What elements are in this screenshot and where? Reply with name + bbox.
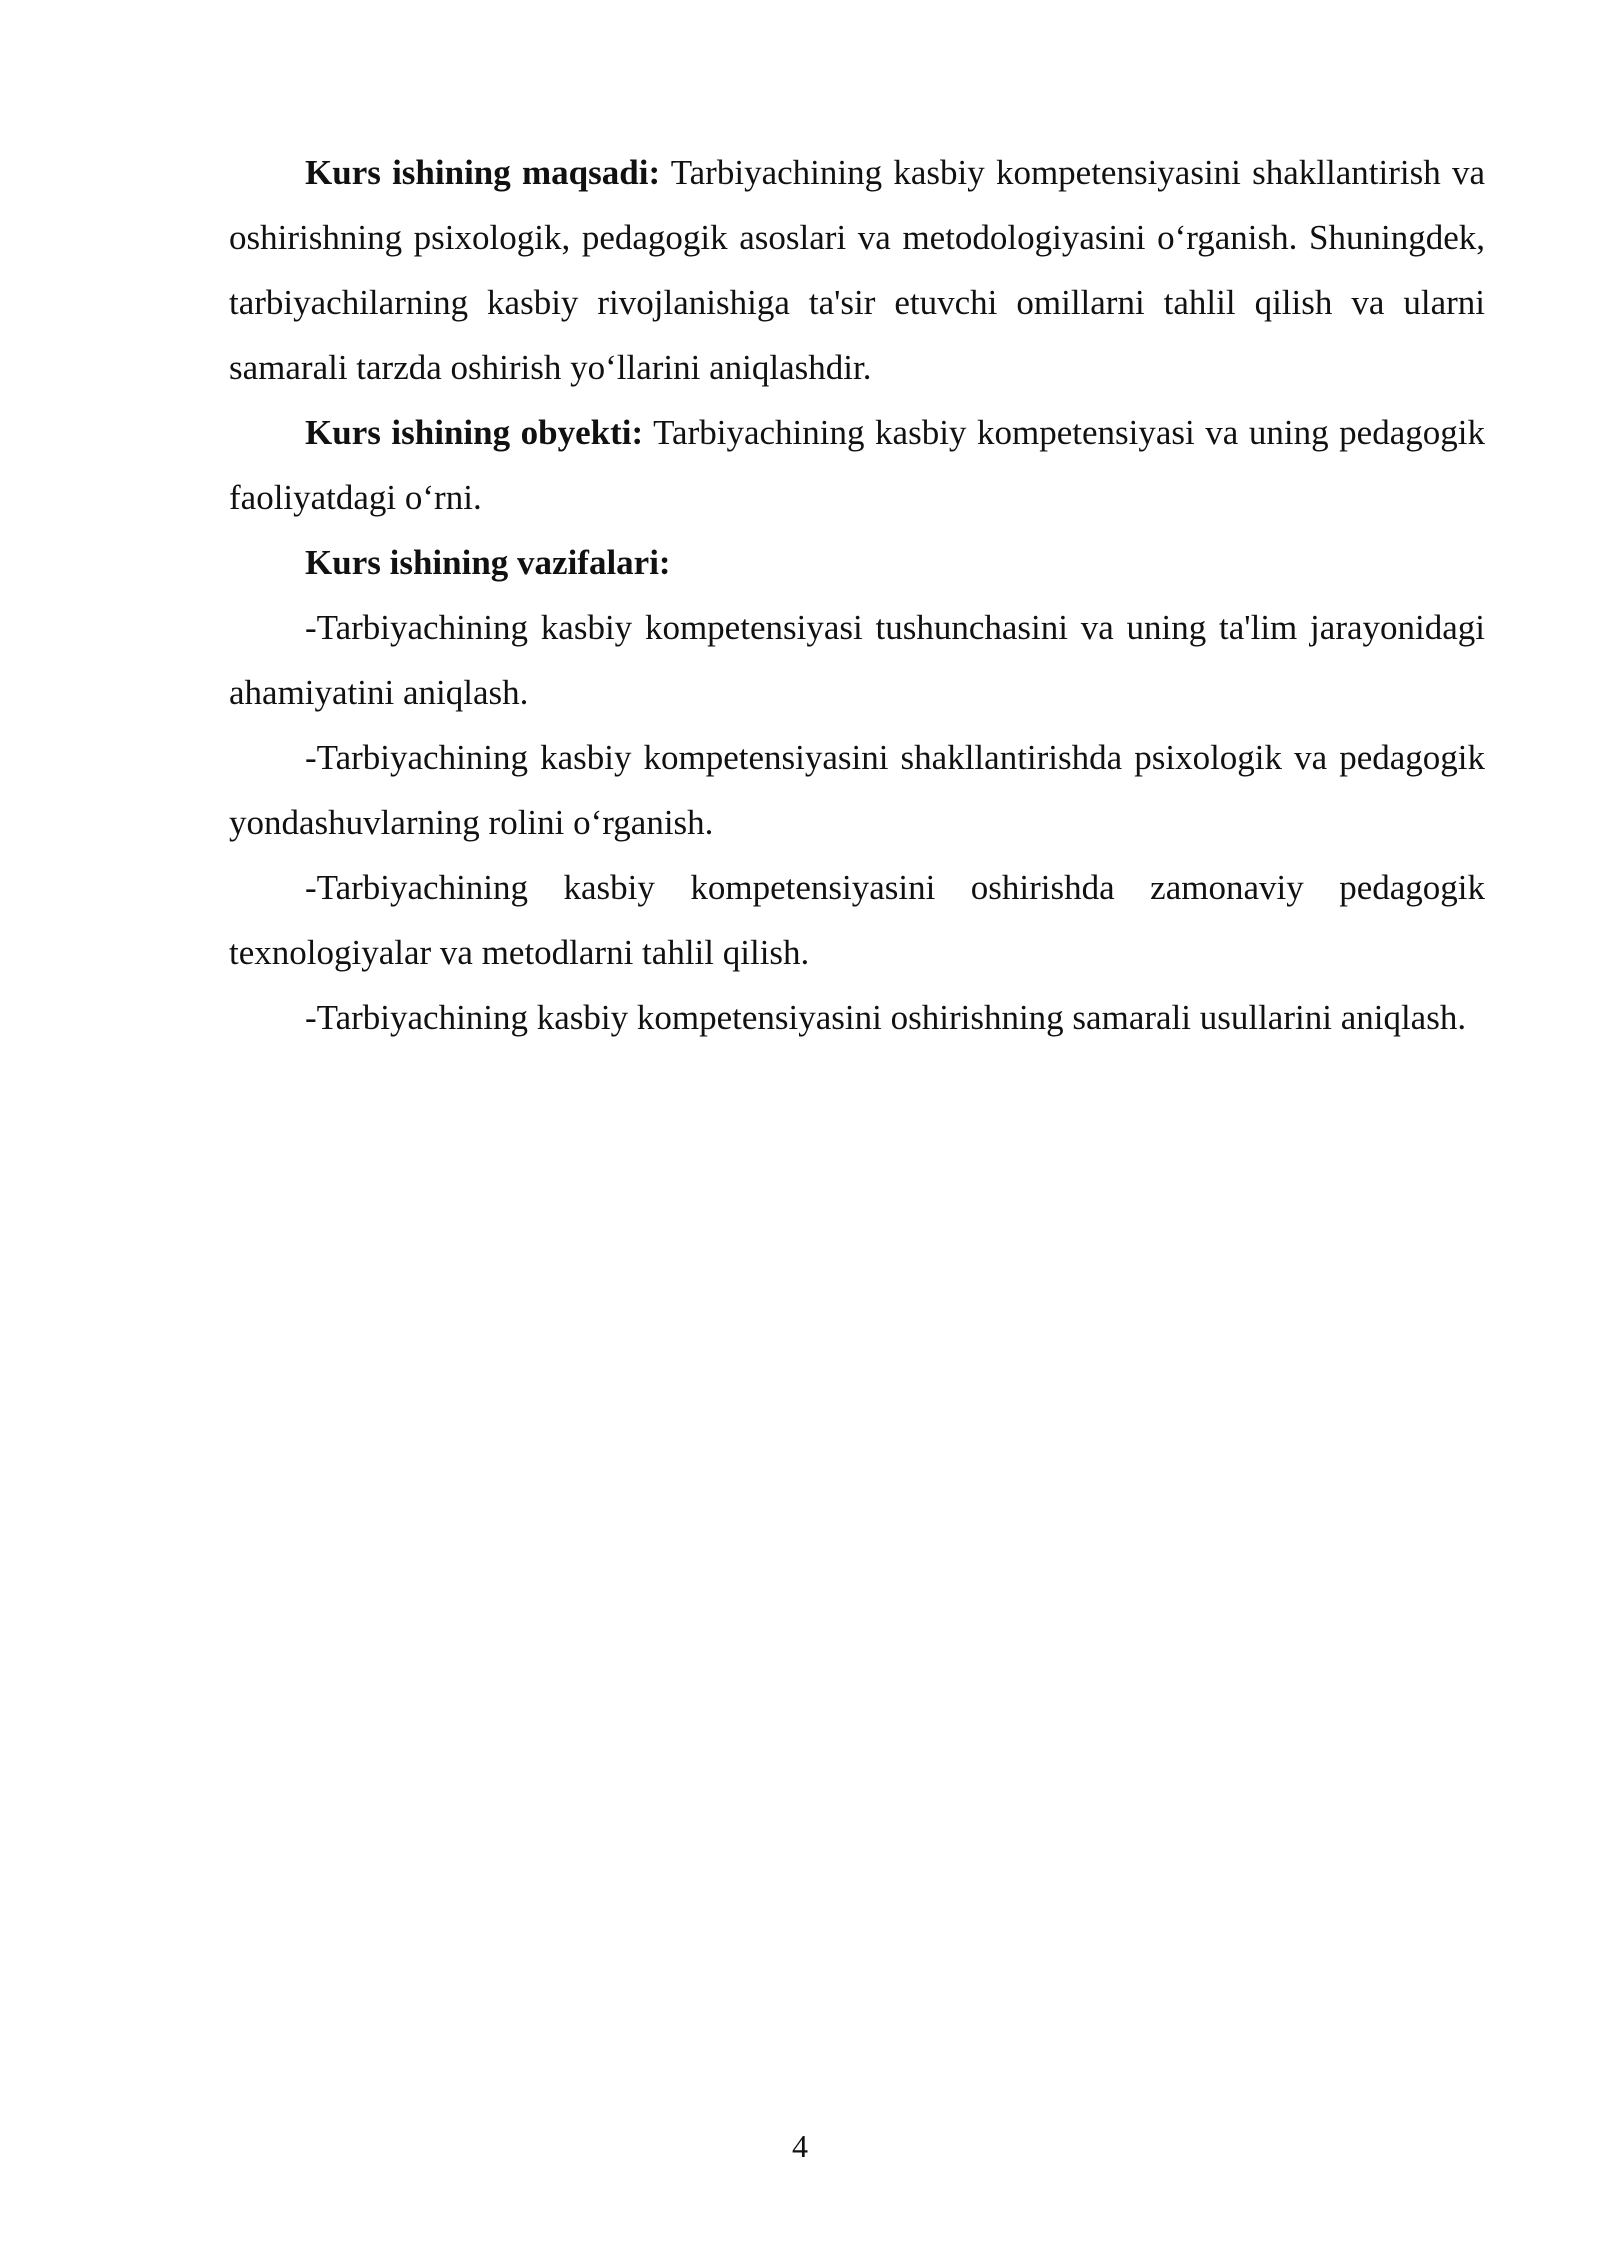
- paragraph-task-2: [229, 725, 1485, 855]
- paragraph-lead: Kurs ishining obyekti:: [305, 413, 644, 452]
- paragraph-tasks-heading: [229, 530, 1485, 595]
- paragraph-text: Tarbiyachining kasbiy kompetensiyasi va uning pedagogik faoliyatdagi o‘rni.: [229, 413, 1485, 517]
- paragraph-goal: [229, 140, 1485, 400]
- paragraph-task-4: [229, 985, 1485, 1050]
- paragraph-object: [229, 400, 1485, 530]
- paragraph-text: -Tarbiyachining kasbiy kompetensiyasini oshirishda zamonaviy pedagogik texnologiyalar va metodlarni tahlil qilish.: [229, 868, 1485, 972]
- page-number: 4: [792, 2128, 808, 2164]
- paragraph-task-1: [229, 595, 1485, 725]
- paragraph-text: Tarbiyachining kasbiy kompetensiyasini shakllantirish va oshirishning psixologik, pedagogik asoslari va metodologiyasini o‘rganish. Shuningdek, tarbiyachilarning kasbiy rivojlanishiga ta'sir etuvchi omillarni tahlil qilish va ularni samarali tarzda oshirish yo‘llarini aniqlashdir.: [229, 153, 1486, 387]
- paragraph-lead: Kurs ishining maqsadi:: [305, 153, 661, 192]
- page-body: [229, 140, 1485, 1050]
- paragraph-text: -Tarbiyachining kasbiy kompetensiyasini oshirishning samarali usullarini aniqlash.: [305, 998, 1467, 1037]
- paragraph-text: -Tarbiyachining kasbiy kompetensiyasi tushunchasini va uning ta'lim jarayonidagi ahamiyatini aniqlash.: [229, 608, 1485, 712]
- paragraph-lead: Kurs ishining vazifalari:: [305, 543, 671, 582]
- paragraph-text: -Tarbiyachining kasbiy kompetensiyasini shakllantirishda psixologik va pedagogik yondashuvlarning rolini o‘rganish.: [229, 738, 1485, 842]
- paragraph-task-3: [229, 855, 1485, 985]
